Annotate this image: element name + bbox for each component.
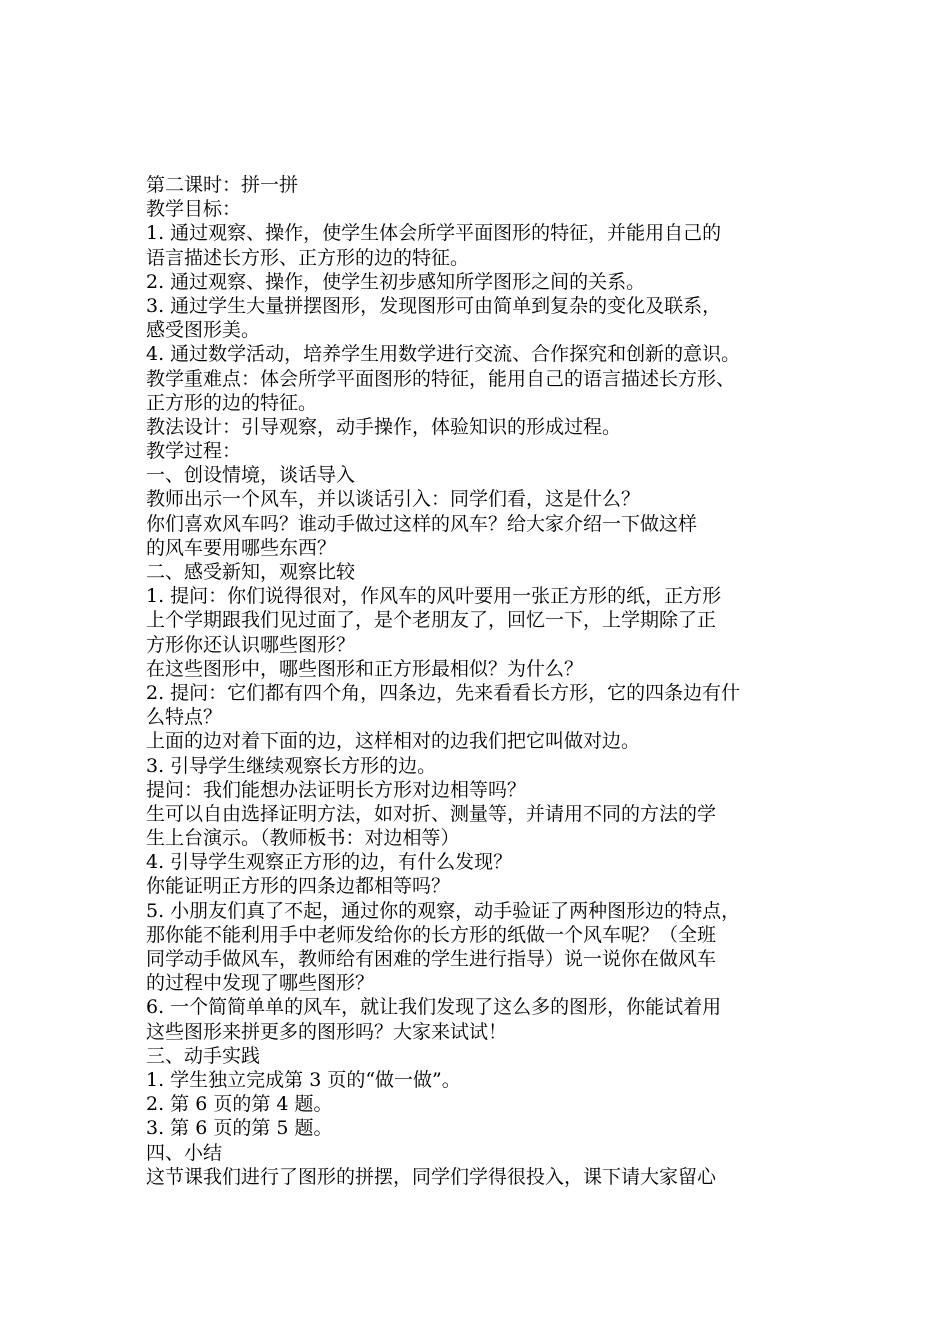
text-line: 教师出示一个风车，并以谈话引入：同学们看，这是什么？: [146, 488, 641, 511]
text-line: 你们喜欢风车吗？谁动手做过这样的风车？给大家介绍一下做这样: [146, 512, 698, 535]
section-heading-objectives: 教学目标：: [146, 198, 242, 221]
section-heading-process: 教学过程：: [146, 440, 242, 463]
text-line: 么特点？: [146, 706, 223, 729]
text-line: 教学重难点：体会所学平面图形的特征，能用自己的语言描述长方形、: [146, 367, 736, 390]
text-line: 这节课我们进行了图形的拼摆，同学们学得很投入，课下请大家留心: [146, 1165, 717, 1188]
text-line: 这些图形来拼更多的图形吗？大家来试试！: [146, 1020, 508, 1043]
subsection-heading: 三、动手实践: [146, 1044, 261, 1067]
text-line: 3. 引导学生继续观察长方形的边。: [146, 754, 437, 777]
document-body: [146, 173, 826, 1189]
text-line: 2. 第 6 页的第 4 题。: [146, 1093, 333, 1116]
text-line: 5. 小朋友们真了不起，通过你的观察，动手验证了两种图形边的特点，: [146, 899, 741, 922]
text-line: 那你能不能利用手中老师发给你的长方形的纸做一个风车呢？（全班: [146, 923, 717, 946]
text-line: 教法设计：引导观察，动手操作，体验知识的形成过程。: [146, 415, 622, 438]
text-line: 你能证明正方形的四条边都相等吗？: [146, 875, 451, 898]
subsection-heading: 一、创设情境，谈话导入: [146, 464, 356, 487]
text-line: 2. 提问：它们都有四个角，四条边，先来看看长方形，它的四条边有什: [146, 681, 741, 704]
text-line: 生可以自由选择证明方法，如对折、测量等，并请用不同的方法的学: [146, 802, 717, 825]
subsection-heading: 四、小结: [146, 1141, 223, 1164]
text-line: 方形你还认识哪些图形？: [146, 633, 356, 656]
text-line: 在这些图形中，哪些图形和正方形最相似？为什么？: [146, 657, 584, 680]
text-line: 6. 一个简简单单的风车，就让我们发现了这么多的图形，你能试着用: [146, 996, 722, 1019]
text-line: 感受图形美。: [146, 319, 261, 342]
text-line: 上个学期跟我们见过面了，是个老朋友了，回忆一下，上学期除了正: [146, 609, 717, 632]
text-line: 4. 引导学生观察正方形的边，有什么发现？: [146, 851, 513, 874]
text-line: 上面的边对着下面的边，这样相对的边我们把它叫做对边。: [146, 730, 641, 753]
text-line: 2. 通过观察、操作，使学生初步感知所学图形之间的关系。: [146, 270, 646, 293]
text-line: 3. 第 6 页的第 5 题。: [146, 1117, 333, 1140]
text-line: 1. 通过观察、操作，使学生体会所学平面图形的特征，并能用自己的: [146, 222, 722, 245]
text-line: 4. 通过数学活动，培养学生用数学进行交流、合作探究和创新的意识。: [146, 343, 741, 366]
text-line: 提问：我们能想办法证明长方形对边相等吗？: [146, 778, 527, 801]
subsection-heading: 二、感受新知，观察比较: [146, 561, 356, 583]
text-line: 生上台演示。（教师板书：对边相等）: [146, 827, 460, 850]
text-line: 1. 提问：你们说得很对，作风车的风叶要用一张正方形的纸，正方形: [146, 585, 722, 608]
text-line: 1. 学生独立完成第 3 页的“做一做”。: [146, 1068, 461, 1091]
text-line: 语言描述长方形、正方形的边的特征。: [146, 246, 470, 269]
text-line: 的风车要用哪些东西？: [146, 536, 337, 559]
text-line: 的过程中发现了哪些图形？: [146, 972, 375, 995]
text-line: 3. 通过学生大量拼摆图形，发现图形可由简单到复杂的变化及联系，: [146, 294, 722, 317]
text-line: 同学动手做风车，教师给有困难的学生进行指导）说一说你在做风车: [146, 948, 717, 970]
text-line: 正方形的边的特征。: [146, 391, 318, 414]
lesson-title: 第二课时：拼一拼: [146, 174, 299, 196]
